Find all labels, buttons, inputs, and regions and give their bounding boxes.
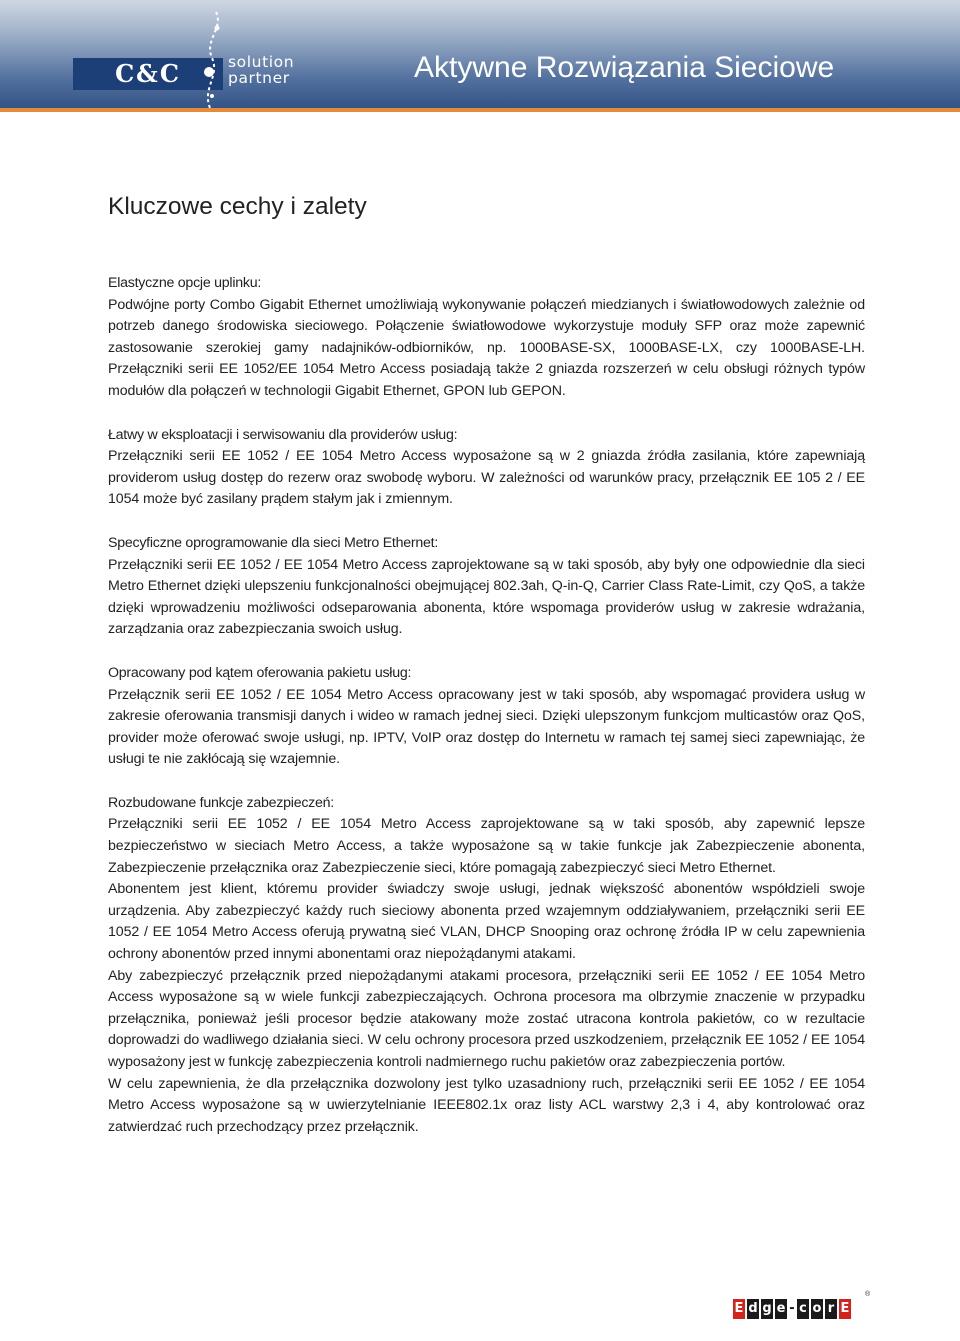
section-paragraph: Przełączniki serii EE 1052 / EE 1054 Metro Access zaprojektowane są w taki sposób, aby zapewnić lepsze bezpieczeństwo w sieciach Metro Access, a także wyposażone są w takie funkcje jak Zabezpieczenie abonenta, Zabezpieczenie przełącznika oraz Zabezpieczenie sieci, które pomagają zabezpieczyć sieci Metro Ethernet. <box>108 816 865 876</box>
section-paragraph: Aby zabezpieczyć przełącznik przed niepożądanymi atakami procesora, przełączniki serii EE 1052 / EE 1054 Metro Access wyposażone są w wiele funkcji zabezpieczających. Ochrona procesora ma olbrzymie znaczenie w przypadku przełącznika, ponieważ jeśli procesor będzie atakowany może zostać utracona kontrola pakietów, co w rezultacie doprowadzi do wadliwego działania sieci. W celu ochrony procesora przed uszkodzeniem, przełącznik EE 1052 / EE 1054 wyposażony jest w funkcję zabezpieczenia kontroli nadmiernego ruchu pakietów oraz zabezpieczenia portów. <box>108 967 865 1070</box>
section-software <box>108 533 865 641</box>
section-paragraph: Przełącznik serii EE 1052 / EE 1054 Metro Access opracowany jest w taki sposób, aby wspomagać providera usług w zakresie oferowania transmisji danych i wideo w ramach jednej sieci. Dzięki ulepszonym funkcjom multicastów oraz QoS, provider może oferować swoje usługi, np. IPTV, VoIP oraz dostęp do Internetu w ramach tej samej sieci zapewniając, że usługi te nie zakłócają się wzajemnie. <box>108 686 865 768</box>
section-paragraph: Przełączniki serii EE 1052 / EE 1054 Metro Access wyposażone są w 2 gniazda źródła zasilania, które zapewniają providerom usług dostęp do rezerw oraz swobodę wyboru. W zależności od warunków pracy, przełącznik EE 105 2 / EE 1054 może być zasilany prądem stałym jak i zmiennym. <box>108 448 865 508</box>
section-subtitle: Elastyczne opcje uplinku: <box>108 275 262 291</box>
logo-partner: partner <box>228 69 290 87</box>
logo-letter: c <box>797 1299 809 1319</box>
main-content <box>108 190 865 1160</box>
logo-letter: E <box>733 1299 745 1319</box>
section-paragraph: Przełączniki serii EE 1052 / EE 1054 Metro Access zaprojektowane są w taki sposób, aby były one odpowiednie dla sieci Metro Ethernet dzięki ulepszeniu funkcjonalności obejmującej 802.3ah, Q-in-Q, Carrier Class Rate-Limit, czy QoS, a także dzięki wprowadzeniu możliwości odseparowania abonenta, które wspomaga providerów usług w zakresie wdrażania, zarządzania oraz zabezpieczania swoich usług. <box>108 556 865 638</box>
section-services <box>108 663 865 771</box>
logo-solution: solution <box>228 53 295 71</box>
section-paragraph: Abonentem jest klient, któremu provider świadczy swoje usługi, jednak większość abonentów współdzieli swoje urządzenia. Aby zabezpieczyć każdy ruch sieciowy abonenta przed wzajemnym oddziaływaniem, przełączniki serii EE 1052 / EE 1054 Metro Access oferują prywatną sieć VLAN, DHCP Snooping oraz ochronę źródła IP w celu zapewnienia ochrony abonentów przed innymi abonentami oraz niepożądanymi atakami. <box>108 881 865 963</box>
registered-mark: ® <box>865 1291 871 1298</box>
edgecore-logo <box>733 1299 851 1319</box>
section-paragraph: W celu zapewnienia, że dla przełącznika dozwolony jest tylko uzasadniony ruch, przełączniki serii EE 1052 / EE 1054 Metro Access wyposażone są w uwierzytelnianie IEEE802.1x oraz listy ACL warstwy 2,3 i 4, aby kontrolować oraz zatwierdzać ruch przechodzący przez przełącznik. <box>108 1075 865 1135</box>
section-subtitle: Specyficzne oprogramowanie dla sieci Metro Ethernet: <box>108 534 439 551</box>
orbit-icon <box>196 10 230 110</box>
header-title: Aktywne Rozwiązania Sieciowe <box>414 51 835 84</box>
logo-letter: o <box>811 1299 823 1319</box>
logo-letter: r <box>825 1299 837 1319</box>
section-subtitle: Rozbudowane funkcje zabezpieczeń: <box>108 794 334 811</box>
section-subtitle: Opracowany pod kątem oferowania pakietu usług: <box>108 664 412 681</box>
logo-subtitle <box>228 54 294 86</box>
section-paragraph: Podwójne porty Combo Gigabit Ethernet umożliwiają wykonywanie połączeń miedzianych i światłowodowych zależnie od potrzeb danego środowiska sieciowego. Połączenie światłowodowe wykorzystuje moduły SFP oraz może zapewnić zastosowanie szerokiej gamy nadajników-odbiorników, np. 1000BASE-SX, 1000BASE-LX, czy 1000BASE-LH. Przełączniki serii EE 1052/EE 1054 Metro Access posiadają także 2 gniazda rozszerzeń w celu obsługi różnych typów modułów dla połączeń w technologii Gigabit Ethernet, GPON lub GEPON. <box>108 296 865 399</box>
logo-letter: - <box>789 1299 795 1319</box>
section-maintenance <box>108 425 865 511</box>
header-accent-bar <box>0 108 960 112</box>
logo-text: C&C <box>115 59 181 88</box>
logo-letter: g <box>761 1299 773 1319</box>
logo-letter: E <box>839 1299 851 1319</box>
page-header <box>0 0 960 112</box>
logo-letter: d <box>747 1299 759 1319</box>
section-security <box>108 793 865 1139</box>
page-title: Kluczowe cechy i zalety <box>108 193 367 220</box>
section-uplink <box>108 273 865 403</box>
logo-letter: e <box>775 1299 787 1319</box>
section-subtitle: Łatwy w eksploatacji i serwisowaniu dla providerów usług: <box>108 426 458 443</box>
